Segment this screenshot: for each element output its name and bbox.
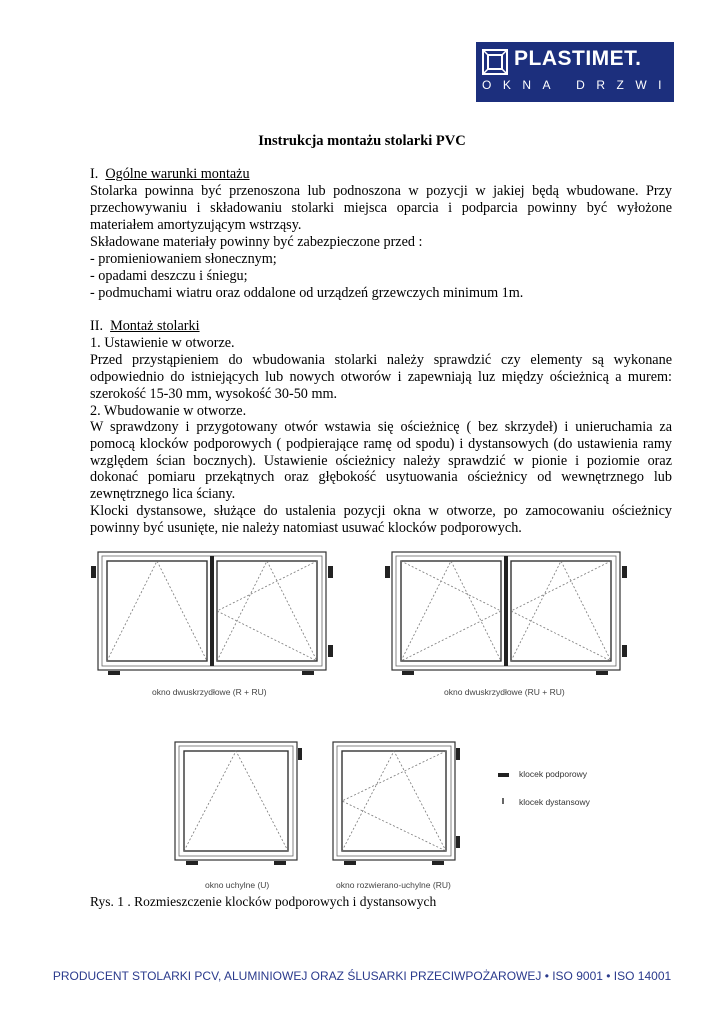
caption-r-ru: okno dwuskrzydłowe (R + RU): [152, 687, 267, 697]
figure-caption: Rys. 1 . Rozmieszczenie klocków podporowych i dystansowych: [90, 894, 437, 909]
section-2-sub-1: 1. Ustawienie w otworze.: [90, 335, 235, 351]
section-2-heading: [90, 318, 672, 335]
caption-u: okno uchylne (U): [205, 880, 270, 890]
caption-ru-ru: okno dwuskrzydłowe (RU + RU): [444, 687, 565, 697]
section-2-sub-2: 2. Wbudowanie w otworze.: [90, 403, 247, 419]
section-1-item-1: - promieniowaniem słonecznym;: [90, 251, 277, 267]
section-1-item-3: - podmuchami wiatru oraz oddalone od urządzeń grzewczych minimum 1m.: [90, 285, 524, 301]
footer: PRODUCENT STOLARKI PCV, ALUMINIOWEJ ORAZ ŚLUSARKI PRZECIWPOŻAROWEJ • ISO 9001 • ISO 14001: [52, 969, 672, 983]
window-diagram-ru-ru: [382, 550, 634, 675]
logo-brand: PLASTIMET.: [514, 47, 642, 70]
section-2-number: II.: [90, 318, 103, 334]
document-title: Instrukcja montażu stolarki PVC: [258, 133, 466, 149]
window-diagram-ru: [328, 740, 463, 866]
section-1-number: I.: [90, 166, 99, 182]
section-2-para-3: Klocki dystansowe, służące do ustalenia pozycji okna w otworze, po zamocowaniu ościeżnicy powinny być usunięte, nie należy natomiast usuwać klocków podporowych.: [90, 503, 672, 536]
spacer-block-swatch: [502, 798, 504, 804]
legend-spacer: klocek dystansowy: [519, 797, 590, 807]
logo-frame-icon: [482, 49, 508, 75]
section-1-para-2: Składowane materiały powinny być zabezpieczone przed :: [90, 234, 423, 250]
legend-support: klocek podporowy: [519, 769, 588, 779]
plastimet-logo: [476, 42, 674, 102]
caption-ru: okno rozwierano-uchylne (RU): [336, 880, 451, 890]
window-diagram-r-ru: [88, 550, 340, 675]
section-1-heading: [90, 166, 672, 183]
section-1-para-1: Stolarka powinna być przenoszona lub podnoszona w pozycji w jakiej będą wbudowane. Przy przechowywaniu i składowaniu stolarki miejsca oparcia i podparcia powinny być wyłożone materiałem amortyzującym wstrząsy.: [90, 183, 672, 233]
section-1-title: Ogólne warunki montażu: [105, 166, 250, 182]
logo-tagline: OKNA DRZWI: [482, 78, 674, 92]
window-diagram-u: [170, 740, 305, 866]
section-2-para-2: W sprawdzony i przygotowany otwór wstawia się ościeżnicę ( bez skrzydeł) i unieruchamia za pomocą klocków podporowych ( podpierające ramę od spodu) i dystansowych (do ustawienia ramy względem ścian bocznych). Ustawienie ościeżnicy należy sprawdzić w pionie i poziomie oraz dokonać pomiaru przekątnych oraz głębokość usytuowania ościeżnicy od wewnętrznego lub zewnętrznego lica ściany.: [90, 419, 672, 503]
section-1-item-2: - opadami deszczu i śniegu;: [90, 268, 248, 284]
section-2-para-1: Przed przystąpieniem do wbudowania stolarki należy sprawdzić czy elementy są wykonane odpowiednio do istniejących lub nowych otworów i zapewniają luz między ościeżnicą a murem: szerokość 15-30 mm, wysokość 30-50 mm.: [90, 352, 672, 402]
support-block-swatch: [498, 773, 509, 777]
section-2-title: Montaż stolarki: [110, 318, 200, 334]
